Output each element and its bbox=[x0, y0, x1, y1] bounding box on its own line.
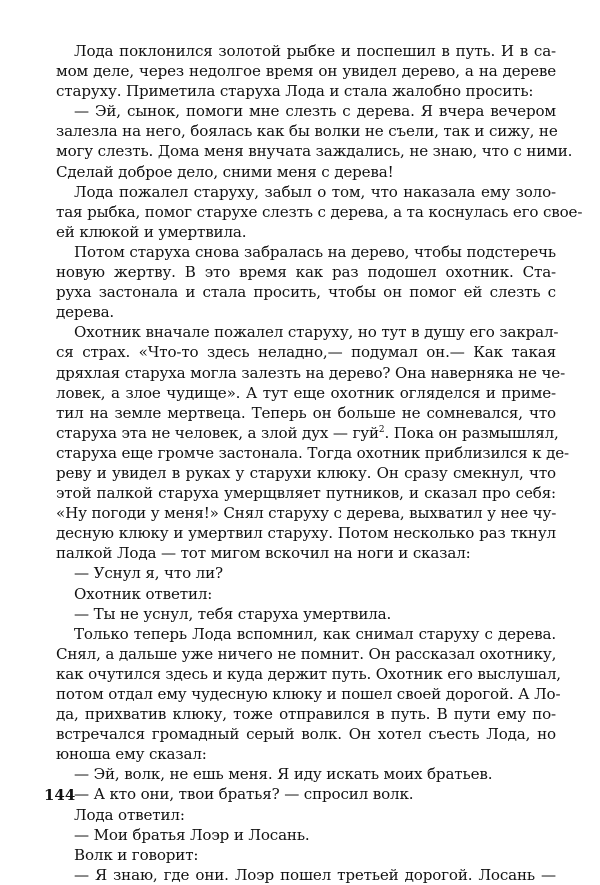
text-line-content: палкой Лода — тот мигом вскочил на ноги и сказал: bbox=[56, 544, 471, 563]
text-line bbox=[56, 563, 556, 583]
text-line-content: «Ну погоди у меня!» Снял старуху с дерева, выхватил у нее чу- bbox=[56, 504, 557, 523]
text-line-content: Лода пожалел старуху, забыл о том, что наказала ему золо- bbox=[74, 182, 556, 201]
text-line-content: Снял, а дальше уже ничего не помнит. Он рассказал охотнику, bbox=[56, 644, 557, 663]
text-line-content: мом деле, через недолгое время он увидел дерево, а на дереве bbox=[56, 62, 556, 81]
text-line bbox=[56, 704, 556, 724]
text-line bbox=[56, 865, 556, 885]
text-line-content: десную клюку и умертвил старуху. Потом несколько раз ткнул bbox=[56, 524, 556, 543]
text-line-content: дерева. bbox=[56, 303, 115, 322]
text-line-content: Охотник вначале пожалел старуху, но тут в душу его закрал- bbox=[74, 323, 559, 342]
text-line-content: Сделай доброе дело, сними меня с дерева! bbox=[56, 162, 394, 181]
text-line-content: — Ты не уснул, тебя старуха умертвила. bbox=[74, 604, 392, 623]
text-line bbox=[56, 423, 559, 443]
text-line bbox=[56, 403, 556, 423]
text-line bbox=[56, 764, 556, 784]
text-line bbox=[56, 222, 556, 242]
text-line bbox=[56, 182, 556, 202]
text-line bbox=[56, 262, 556, 282]
text-line bbox=[56, 463, 556, 483]
text-line bbox=[56, 503, 556, 523]
text-line-content: старуха еще громче застонала. Тогда охотник приблизился к де- bbox=[56, 443, 569, 462]
footnote-marker: 2 bbox=[378, 424, 385, 435]
text-line-content: юноша ему сказал: bbox=[56, 745, 207, 764]
text-line bbox=[56, 744, 556, 764]
text-line-content: встречался громадный серый волк. Он хотел съесть Лода, но bbox=[56, 725, 556, 744]
text-line-content: — Мои братья Лоэр и Лосань. bbox=[74, 825, 310, 844]
text-line bbox=[56, 664, 561, 684]
text-line bbox=[56, 443, 569, 463]
text-line bbox=[56, 282, 556, 302]
text-line bbox=[56, 845, 556, 865]
text-line-content: — Эй, волк, не ешь меня. Я иду искать моих братьев. bbox=[74, 765, 493, 784]
text-line bbox=[56, 604, 556, 624]
text-line bbox=[56, 724, 556, 744]
text-line bbox=[56, 162, 556, 182]
text-line-content: ся страх. «Что-то здесь неладно,— подумал он.— Как такая bbox=[56, 343, 556, 362]
text-line bbox=[56, 342, 556, 362]
text-line bbox=[56, 61, 556, 81]
text-line-content: залезла на него, боялась как бы волки не съели, так и сижу, не bbox=[56, 122, 558, 141]
text-line-content: Охотник ответил: bbox=[74, 584, 213, 603]
text-line bbox=[56, 242, 556, 262]
text-line bbox=[56, 644, 556, 664]
text-line bbox=[56, 363, 566, 383]
text-line-content: потом отдал ему чудесную клюку и пошел своей дорогой. А Ло- bbox=[56, 685, 561, 703]
text-line-content: реву и увидел в руках у старухи клюку. Он сразу смекнул, что bbox=[56, 463, 556, 482]
text-line-content: Только теперь Лода вспомнил, как снимал старуху с дерева. bbox=[74, 624, 556, 643]
text-line bbox=[56, 805, 556, 825]
text-line bbox=[56, 684, 561, 704]
text-line-content: Волк и говорит: bbox=[74, 845, 199, 864]
text-line-content: — Я знаю, где они. Лоэр пошел третьей дорогой. Лосань — bbox=[74, 865, 556, 884]
text-line bbox=[56, 141, 573, 161]
page-text bbox=[56, 41, 583, 885]
text-line-content: — А кто они, твои братья? — спросил волк. bbox=[74, 785, 414, 804]
text-line-continuation: . Пока он размышлял, bbox=[384, 423, 559, 442]
text-line-content: ей клюкой и умертвила. bbox=[56, 222, 247, 241]
text-line bbox=[56, 202, 583, 222]
page-number: 144 bbox=[44, 786, 76, 804]
text-line bbox=[56, 624, 556, 644]
text-line-content: Потом старуха снова забралась на дерево, чтобы подстеречь bbox=[74, 242, 556, 261]
text-line-content: тил на земле мертвеца. Теперь он больше не сомневался, что bbox=[56, 403, 556, 422]
text-line-content: ловек, а злое чудище». А тут еще охотник огляделся и приме- bbox=[56, 383, 556, 402]
text-line-content: этой палкой старуха умерщвляет путников, и сказал про себя: bbox=[56, 484, 556, 503]
text-line-content: — Уснул я, что ли? bbox=[74, 564, 223, 583]
text-line bbox=[56, 584, 556, 604]
text-line bbox=[56, 101, 556, 121]
text-line-content: как очутился здесь и куда держит путь. Охотник его выслушал, bbox=[56, 664, 561, 683]
text-line-content: новую жертву. В это время как раз подошел охотник. Ста- bbox=[56, 263, 556, 282]
text-line-content: тая рыбка, помог старухе слезть с дерева, а та коснулась его свое- bbox=[56, 202, 583, 221]
text-line bbox=[56, 322, 559, 342]
text-line bbox=[56, 784, 556, 804]
text-line-content: — Эй, сынок, помоги мне слезть с дерева. Я вчера вечером bbox=[74, 102, 556, 121]
text-line-content: Лода ответил: bbox=[74, 805, 185, 824]
text-line-content: могу слезть. Дома меня внучата заждались, не знаю, что с ними. bbox=[56, 142, 573, 161]
text-line-content: руха застонала и стала просить, чтобы он помог ей слезть с bbox=[56, 283, 556, 302]
text-line-content: дряхлая старуха могла залезть на дерево? Она наверняка не че- bbox=[56, 363, 566, 382]
text-line-content: старуху. Приметила старуха Лода и стала жалобно просить: bbox=[56, 82, 534, 101]
text-line-content: старуха эта не человек, а злой дух — гуй bbox=[56, 423, 379, 442]
text-line bbox=[56, 302, 556, 322]
text-line bbox=[56, 81, 556, 101]
text-line bbox=[56, 41, 556, 61]
text-line bbox=[56, 523, 556, 543]
text-line bbox=[56, 483, 556, 503]
text-line bbox=[56, 121, 556, 141]
text-line bbox=[56, 543, 556, 563]
text-line-content: Лода поклонился золотой рыбке и поспешил в путь. И в са- bbox=[74, 42, 556, 60]
text-line-content: да, прихватив клюку, тоже отправился в путь. В пути ему по- bbox=[56, 705, 556, 724]
text-line bbox=[56, 383, 556, 403]
text-line bbox=[56, 825, 556, 845]
